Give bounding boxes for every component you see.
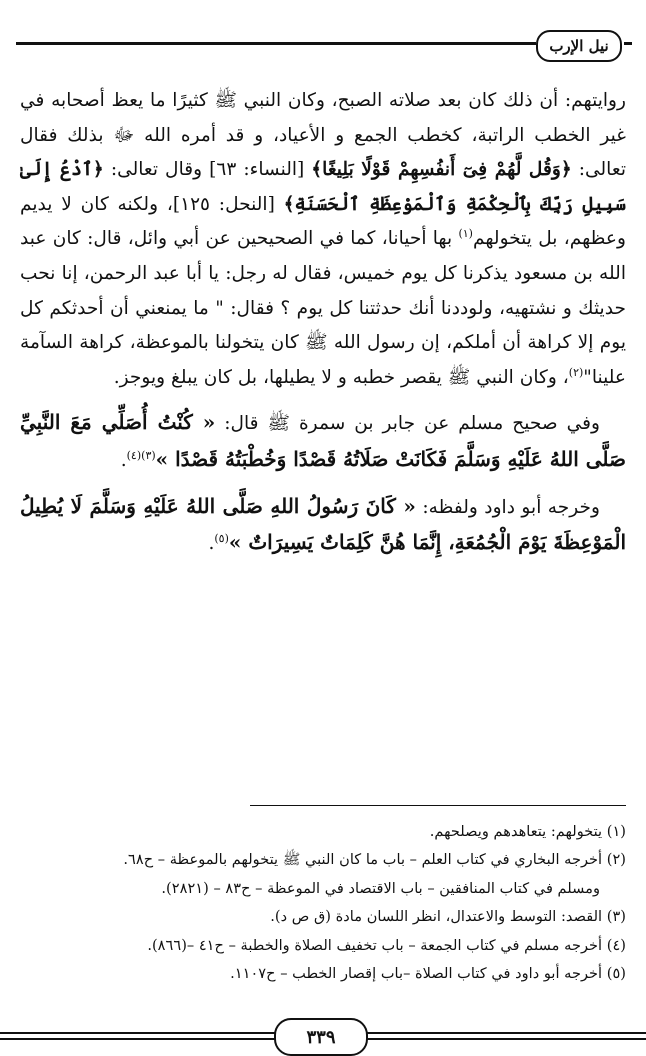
text-segment: . [120, 449, 127, 471]
footnote-marker[interactable]: (١) [458, 227, 473, 241]
footnotes [16, 818, 626, 988]
footnote-5: (٥) أخرجه أبو داود في كتاب الصلاة –باب إقصار الخطب – ح١١٠٧. [230, 965, 626, 983]
hadith-quote: « كُنْتُ أُصَلِّي مَعَ النَّبِيِّ صَلَّى اللهُ عَلَيْهِ وَسَلَّمَ فَكَانَتْ صَلَاتُهُ قَصْدًا وَخُطْبَتُهُ قَصْدًا » [20, 410, 626, 471]
footnote-3: (٣) القصد: التوسط والاعتدال، انظر اللسان مادة (ق ص د). [270, 908, 626, 926]
header-rule [16, 42, 536, 45]
footnote-marker[interactable]: (٥) [214, 531, 229, 545]
footnote-1: (١) يتخولهم: يتعاهدهم ويصلحهم. [429, 823, 626, 840]
footnote-marker[interactable]: (٣)(٤) [126, 448, 156, 462]
text-segment: ، وكان النبي ﷺ يقصر خطبه و لا يطيلها، بل كان يبلغ ويوجز. [113, 366, 569, 388]
text-segment: وفي صحيح مسلم عن جابر بن سمرة ﷺ قال: [215, 413, 600, 435]
quran-verse: ﴿ٱدْعُ إِلَىٰ سَبِيلِ رَبِّكَ بِٱلْحِكْمَةِ وَٱلْمَوْعِظَةِ ٱلْحَسَنَةِ﴾ [20, 159, 626, 215]
quran-verse: ﴿وَقُل لَّهُمْ فِىٓ أَنفُسِهِمْ قَوْلًا بَلِيغًا﴾ [311, 159, 572, 181]
hadith-quote: « كَانَ رَسُولُ اللهِ صَلَّى اللهُ عَلَيْهِ وَسَلَّمَ لَا يُطِيلُ الْمَوْعِظَةَ يَوْمَ الْجُمُعَةِ، إِنَّمَا هُنَّ كَلِمَاتٌ يَسِيرَاتٌ » [20, 493, 626, 555]
header-rule-right [624, 42, 632, 45]
text-segment: . [208, 533, 215, 555]
footnote-2-continuation: ومسلم في كتاب المنافقين – باب الاقتصاد في الموعظة – ح٨٣ – (٢٨٢١). [161, 879, 600, 897]
paragraph-1 [20, 84, 626, 395]
text-segment: بها أحيانا، كما في الصحيحين عن أبي وائل، قال: كان عبد الله بن مسعود يذكرنا كل يوم خميس، فقال له رجل: يا أبا عبد الرحمن، إنا نحب حديثك و نشتهيه، ولوددنا أنك حدثتنا كل يوم ؟ فقال: " ما يمنعني أن أحدثكم كل يوم إلا كراهة أن أملكم، إن رسول الله ﷺ كان يتخولنا بالموعظة، كراهة السآمة علينا" [20, 228, 626, 388]
footnote-4: (٤) أخرجه مسلم في كتاب الجمعة – باب تخفيف الصلاة والخطبة – ح٤١ –(٨٦٦). [147, 936, 626, 954]
paragraph-3 [20, 489, 626, 562]
paragraph-2 [20, 405, 626, 478]
main-text [20, 84, 626, 562]
text-segment: [النحل: ١٢٥]، ولكنه كان لا يديم وعظهم، بل يتخولهم [20, 193, 626, 250]
page-number: ٣٣٩ [274, 1018, 368, 1056]
text-segment: روايتهم: أن ذلك كان بعد صلاته الصبح، وكان النبي ﷺ كثيرًا ما يعظ أصحابه في غير الخطب الراتبة، كخطب الجمع و الأعياد، و قد أمره الله ﷻ بذلك فقال تعالى: [20, 90, 626, 181]
text-segment: [النساء: ٦٣] وقال تعالى: [103, 159, 312, 181]
footnote-marker[interactable]: (٢) [568, 365, 584, 379]
footnote-2: (٢) أخرجه البخاري في كتاب العلم – باب ما كان النبي ﷺ يتخولهم بالموعظة – ح٦٨. [123, 851, 626, 869]
text-segment: وخرجه أبو داود ولفظه: [415, 496, 601, 518]
running-header-title: نيل الإرب [536, 30, 622, 62]
footnote-separator [250, 805, 626, 806]
